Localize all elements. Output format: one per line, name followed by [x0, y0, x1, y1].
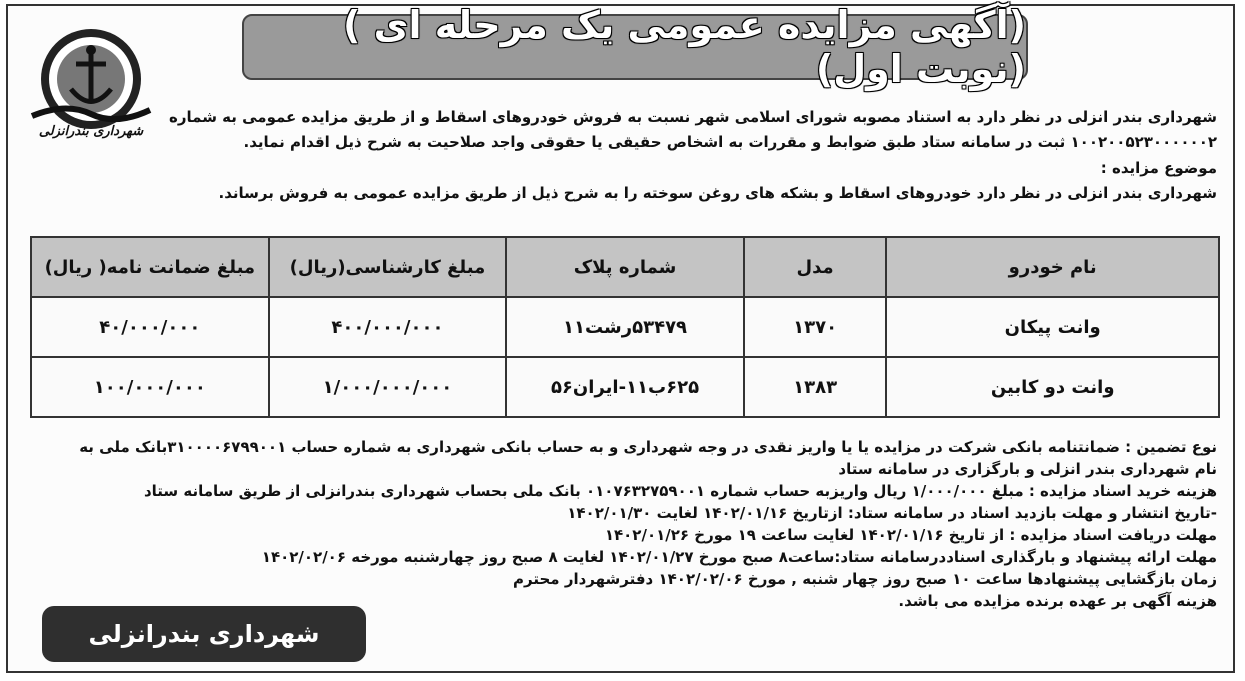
ad-cost-text: هزینه آگهی بر عهده برنده مزایده می باشد.	[898, 592, 1217, 610]
cell-vehicle-name: وانت دو کابین	[886, 357, 1219, 417]
page-title: (آگهی مزایده عمومی یک مرحله ای ) (نوبت اول)	[343, 3, 1026, 91]
subject-label: موضوع مزایده :	[1100, 159, 1217, 177]
signature-text: شهرداری بندرانزلی	[88, 620, 320, 648]
header-guarantee: مبلغ ضمانت نامه( ریال)	[31, 237, 269, 297]
intro-text	[157, 105, 1217, 155]
notice-page	[6, 4, 1235, 673]
cell-vehicle-name: وانت پیکان	[886, 297, 1219, 357]
opening-time-text: زمان بازگشایی پیشنهادها ساعت ۱۰ صبح روز چهار شنبه , مورخ ۱۴۰۲/۰۲/۰۶ دفترشهردار محترم	[513, 570, 1217, 588]
cell-appraisal: ۱/۰۰۰/۰۰۰/۰۰۰	[269, 357, 507, 417]
table-row	[31, 297, 1219, 357]
cell-plate: ۶۲۵ب۱۱-ایران۵۶	[506, 357, 744, 417]
guarantee-text: نوع تضمین : ضمانتنامه بانکی شرکت در مزایده یا یا واریز نقدی در وجه شهرداری و به حساب بانکی شهرداری به شماره حساب ۳۱۰۰۰۰۶۷۹۹۰۰۱بانک ملی به	[79, 438, 1217, 456]
logo-caption: شهرداری بندرانزلی	[38, 124, 144, 139]
auction-table	[30, 236, 1220, 418]
guarantee-text: نام شهرداری بندر انزلی و بارگزاری در سامانه ستاد	[838, 460, 1217, 478]
cell-appraisal: ۴۰۰/۰۰۰/۰۰۰	[269, 297, 507, 357]
signature-box	[42, 606, 366, 662]
docs-fee-text: هزینه خرید اسناد مزایده : مبلغ ۱/۰۰۰/۰۰۰ ریال واریزبه حساب شماره ۰۱۰۷۶۳۲۷۵۹۰۰۱ بانک ملی بحساب شهرداری بندرانزلی از طریق سامانه ستاد	[143, 482, 1217, 500]
cell-guarantee: ۱۰۰/۰۰۰/۰۰۰	[31, 357, 269, 417]
intro-line: شهرداری بندر انزلی در نظر دارد به استناد مصوبه شورای اسلامی شهر نسبت به فروش خودروهای اسقاط و از طریق مزایده عمومی به شماره	[169, 108, 1217, 126]
publish-date-text: -تاریخ انتشار و مهلت بازدید اسناد در سامانه ستاد: ازتاریخ ۱۴۰۲/۰۱/۱۶ لغایت ۱۴۰۲/۰۱/۳۰	[567, 504, 1217, 522]
title-banner	[242, 3, 1028, 91]
cell-plate: ۵۳۴۷۹رشت۱۱	[506, 297, 744, 357]
receive-deadline-text: مهلت دریافت اسناد مزایده : از تاریخ ۱۴۰۲/۰۱/۱۶ لغایت ساعت ۱۹ مورخ ۱۴۰۲/۰۱/۲۶	[604, 526, 1217, 544]
table-header-row	[31, 237, 1219, 297]
submit-deadline-text: مهلت ارائه پیشنهاد و بارگذاری اسناددرسامانه ستاد:ساعت۸ صبح مورخ ۱۴۰۲/۰۱/۲۷ لغایت ۸ صبح روز چهارشنبه مورخه ۱۴۰۲/۰۲/۰۶	[261, 548, 1217, 566]
subject-text: شهرداری بندر انزلی در نظر دارد خودروهای اسقاط و بشکه های روغن سوخته را به شرح ذیل از طریق مزایده عمومی به فروش برساند.	[218, 184, 1217, 202]
terms-section	[17, 436, 1217, 612]
intro-line: ۱۰۰۲۰۰۵۲۳۰۰۰۰۰۰۲ ثبت در سامانه ستاد طبق ضوابط و مقررات به اشخاص حقیقی یا حقوقی واجد صلاحیت به شرح ذیل اقدام نماید.	[243, 133, 1217, 151]
header-appraisal: مبلغ کارشناسی(ریال)	[269, 237, 507, 297]
table-row	[31, 357, 1219, 417]
header-vehicle-name: نام خودرو	[886, 237, 1219, 297]
cell-model: ۱۳۸۳	[744, 357, 887, 417]
subject-section	[37, 156, 1217, 206]
header-plate: شماره پلاک	[506, 237, 744, 297]
cell-guarantee: ۴۰/۰۰۰/۰۰۰	[31, 297, 269, 357]
header-model: مدل	[744, 237, 887, 297]
cell-model: ۱۳۷۰	[744, 297, 887, 357]
